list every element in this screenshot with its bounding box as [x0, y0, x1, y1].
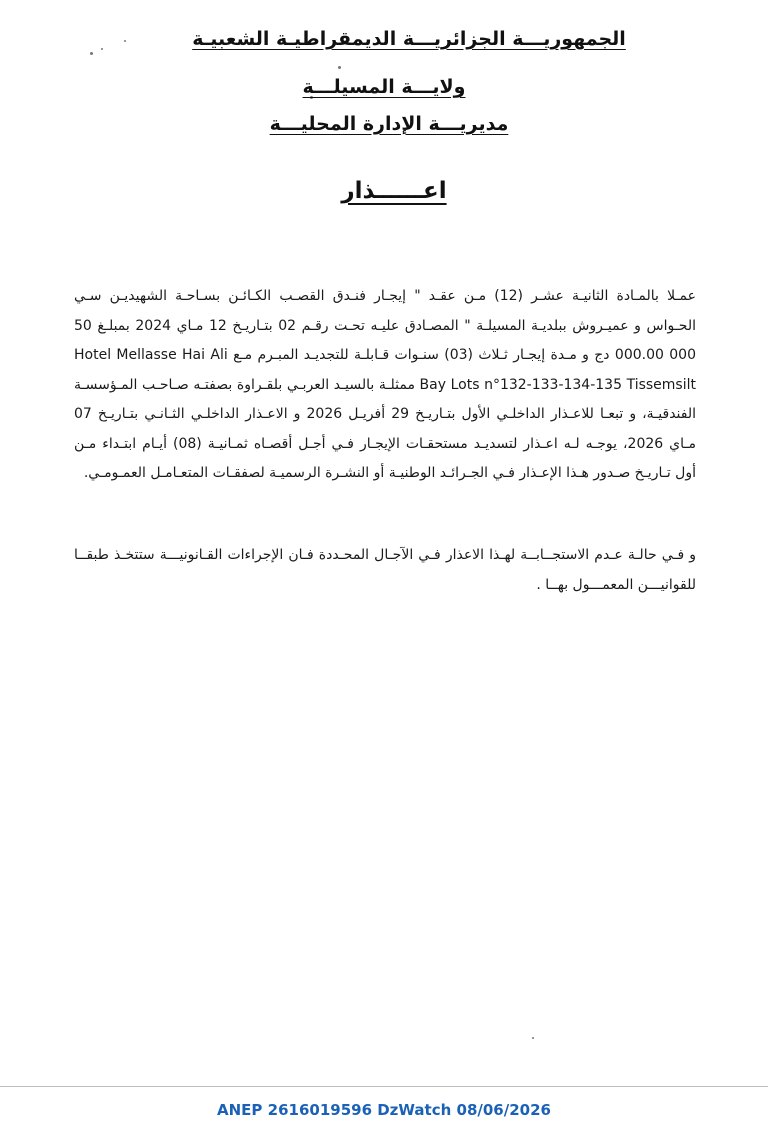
header-republic: الجمهوريـــة الجزائريـــة الديمقراطيـة الشعبيـة [192, 28, 626, 50]
header-wilaya: ولايـــة المسيلـــة [302, 76, 466, 98]
scan-speck [532, 1037, 534, 1039]
document-title: اعــــــذار [341, 178, 447, 204]
body-paragraph-2: و فـي حالـة عـدم الاستجــابــة لهـذا الاعذار فـي الآجـال المحـددة فـان الإجراءات القـانونيـــة ستتخـذ طبقــا للقوانيـــن المعمـــول بهــا . [74, 547, 696, 593]
scan-speck [90, 52, 93, 55]
publication-stamp: ANEP 2616019596 DzWatch 08/06/2026 [217, 1101, 551, 1119]
header-directorate: مديريـــة الإدارة المحليـــة [269, 113, 509, 135]
body-paragraph-1: عمـلا بالمـادة الثانيـة عشـر (12) مـن عقـد " إيجـار فنـدق القصـب الكـائـن بسـاحـة الشهيديـن سـي الحـواس و عميـروش ببلديـة المسيلـة " المصـادق عليـه تحـت رقـم 02 بتـاريـخ 12 مـاي 2024 بمبلـغ 50 000 000.00 دج و مـدة إيجـار ثـلاث (03) سنـوات قـابلـة للتجديـد المبـرم مـع Hotel Mellasse Hai Ali Bay Lots n°132-133-134-135 Tissemsilt ممثلـة بالسيـد العربـي بلقـراوة بصفتـه صـاحـب المـؤسسـة الفندقيـة، و تبعـا للاعـذار الداخلـي الأول بتـاريـخ 29 أفريـل 2026 و الاعـذار الداخلـي الثـانـي بتـاريـخ 07 مـاي 2026، يوجـه لـه اعـذار لتسديـد مستحقـات الإيجـار فـي أجـل أقصـاه ثمـانيـة (08) أيـام ابتـداء مـن أول تـاريـخ صـدور هـذا الإعـذار فـي الجـرائـد الوطنيـة أو النشـرة الرسميـة لصفقـات المتعـامـل العمـومـي. [74, 288, 697, 481]
scan-speck [338, 66, 341, 69]
page-bottom-edge [0, 1086, 768, 1087]
